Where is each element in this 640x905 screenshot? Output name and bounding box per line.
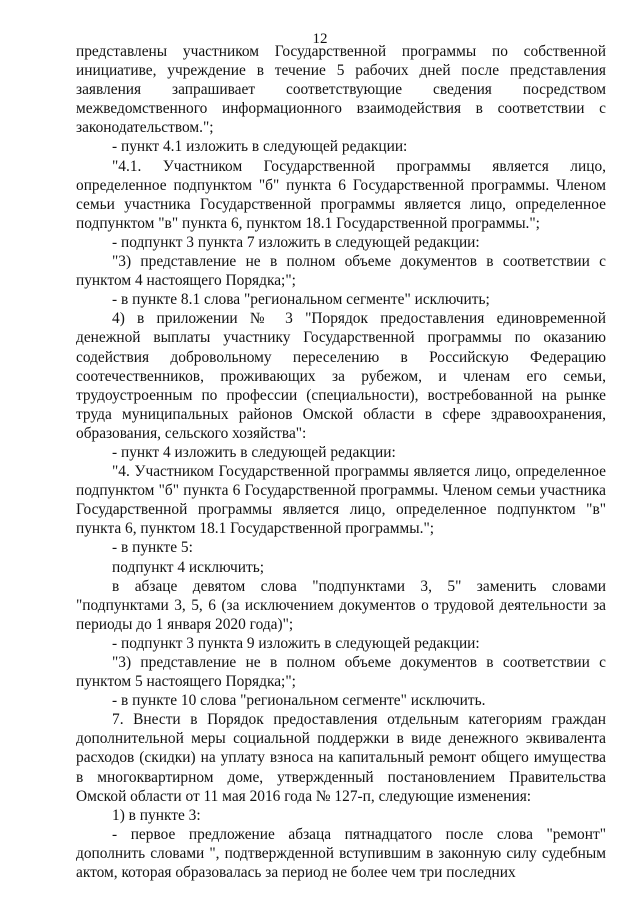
paragraph-item-10: - в пункте 10 слова "региональном сегменте" исключить. <box>112 692 486 710</box>
paragraph-clause-4-intro: - пункт 4 изложить в следующей редакции: <box>112 443 396 461</box>
paragraph-fifteenth-abzac: - первое предложение абзаца пятнадцатого после слова "ремонт" дополнить словами ", подтвержденной вступившим в законную силу судебным актом, которая образовалась за период не более чем три последних <box>76 825 606 882</box>
paragraph-item-3-intro: 1) в пункте 3: <box>112 806 201 824</box>
paragraph-clause-4-text: "4. Участником Государственной программы является лицо, определенное подпунктом "б" пункта 6 Государственной программы. Членом семьи участника Государственной программы является лицо, определенное подпунктом "в" пункта 6, пунктом 18.1 Государственной программы."; <box>76 463 606 538</box>
paragraph-clause-4-1-text: "4.1. Участником Государственной программы является лицо, определенное подпунктом "б" пункта 6 Государственной программы. Членом семьи участника Государственной программы является лицо, определенное подпунктом "в" пункта 6, пунктом 18.1 Государственной программы."; <box>76 157 606 232</box>
paragraph-item-8-1: - в пункте 8.1 слова "региональном сегменте" исключить; <box>112 291 490 309</box>
paragraph-subclause-3-item-7-intro: - подпункт 3 пункта 7 изложить в следующей редакции: <box>112 233 480 251</box>
paragraph-item-5: - в пункте 5: <box>112 539 193 557</box>
paragraph-continuation: представлены участником Государственной программы по собственной инициативе, учреждение в течение 5 рабочих дней после представления заявления запрашивает соответствующие сведения посредством межведомственного информационного взаимодействия в соответствии с законодательством."; <box>76 43 606 137</box>
paragraph-subclause-3-item-7-text: "3) представление не в полном объеме документов в соответствии с пунктом 4 настоящего Порядка;"; <box>76 253 606 290</box>
document-body <box>76 42 606 882</box>
paragraph-appendix-3: 4) в приложении № 3 "Порядок предоставления единовременной денежной выплаты участнику Государственной программы по оказанию содействия добровольному переселению в Российскую Федерацию соотечественников, проживающих за рубежом, и членам его семьи, трудоустроенным по профессии (специальности), востребованной на рынке труда муниципальных районов Омской области в сфере здравоохранения, образования, сельского хозяйства": <box>76 310 606 442</box>
paragraph-ninth-abzac: в абзаце девятом слова "подпунктами 3, 5" заменить словами "подпунктами 3, 5, 6 (за исключением документов о трудовой деятельности за периоды до 1 января 2020 года)"; <box>76 577 606 633</box>
paragraph-subclause-3-item-9-intro: - подпункт 3 пункта 9 изложить в следующей редакции: <box>112 634 480 652</box>
paragraph-subclause-3-item-9-text: "3) представление не в полном объеме документов в соответствии с пунктом 5 настоящего Порядка;"; <box>76 654 606 691</box>
paragraph-subclause-4-excluded: подпункт 4 исключить; <box>112 558 265 576</box>
paragraph-clause-4-1-intro: - пункт 4.1 изложить в следующей редакции: <box>112 138 408 156</box>
page-number: 12 <box>312 31 328 47</box>
paragraph-section-7: 7. Внести в Порядок предоставления отдельным категориям граждан дополнительной меры социальной поддержки в виде денежного эквивалента расходов (скидки) на уплату взноса на капитальный ремонт общего имущества в многоквартирном доме, утвержденный постановлением Правительства Омской области от 11 мая 2016 года № 127-п, следующие изменения: <box>76 711 606 805</box>
